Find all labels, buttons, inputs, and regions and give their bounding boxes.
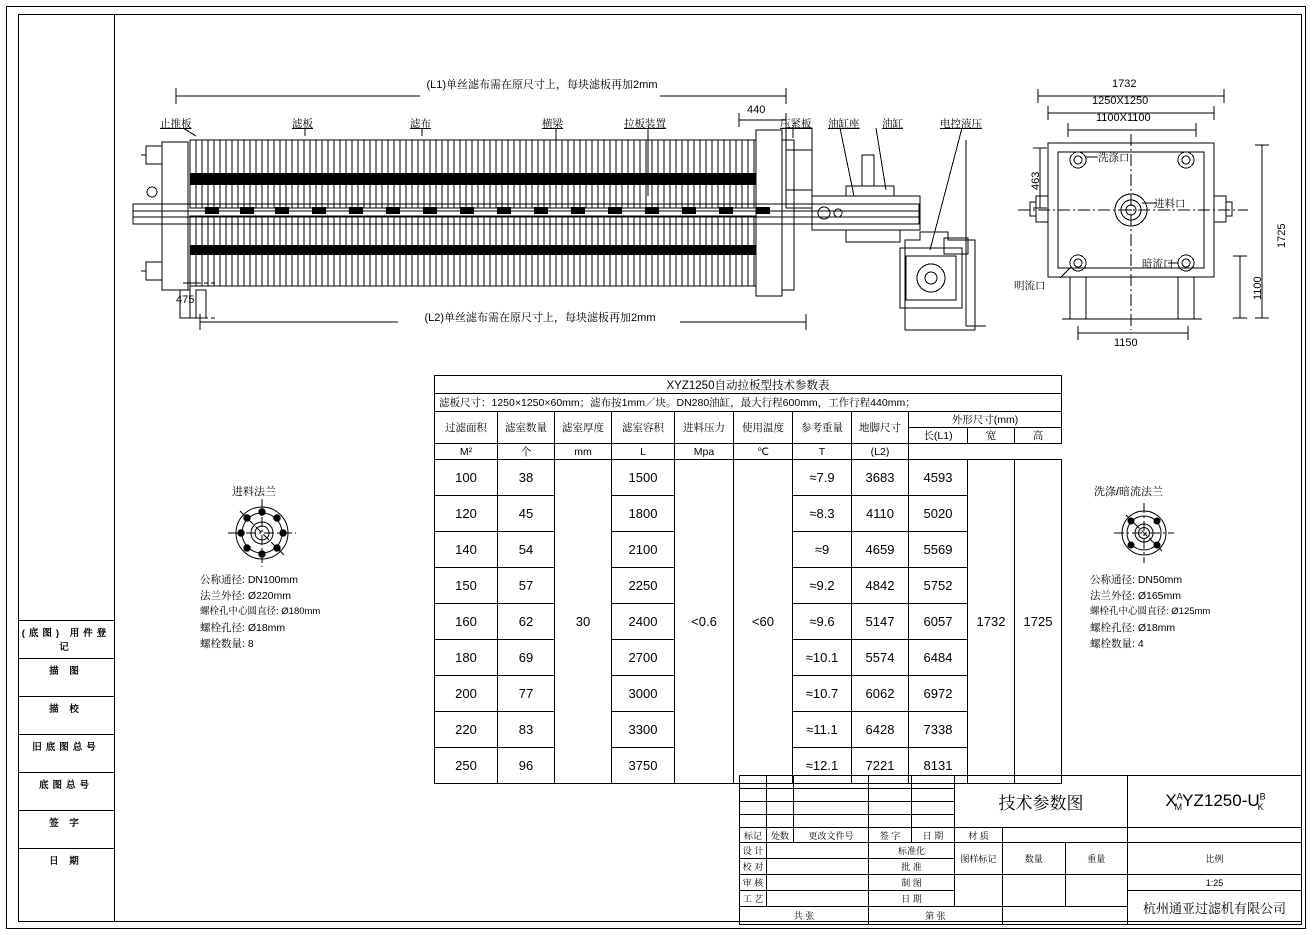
port-label-wash: 洗涤口 [1098, 152, 1130, 164]
feed-flange-title: 进料法兰 [232, 486, 276, 498]
cell-len: 5752 [909, 568, 968, 604]
left-strip-label: 日 期 [49, 856, 83, 867]
rev-header-mark: 标记 [740, 828, 767, 843]
col-name-thickness: 滤室厚度 [562, 422, 604, 434]
col-name-area: 过滤面积 [445, 422, 487, 434]
cell-volume: 3300 [612, 712, 675, 748]
cell-chambers: 69 [498, 640, 555, 676]
dimension-1150: 1150 [1114, 337, 1138, 349]
dimension-440: 440 [747, 104, 766, 116]
table-row [435, 460, 1062, 496]
cell-pressure: <0.6 [675, 460, 734, 784]
rev-header-count: 处数 [767, 828, 794, 843]
port-label-feed: 进料口 [1154, 198, 1186, 210]
dimension-1725: 1725 [1276, 223, 1288, 248]
row-label-review: 审 核 [740, 875, 767, 891]
cell-area: 140 [435, 532, 498, 568]
wash-flange-spec-4: 螺栓数量: 4 [1090, 638, 1144, 650]
cell-chambers: 54 [498, 532, 555, 568]
col-name-pressure: 进料压力 [683, 422, 725, 434]
cell-len: 7338 [909, 712, 968, 748]
callout-cylinder: 油缸 [882, 118, 903, 130]
left-strip-label: 签 字 [49, 818, 83, 829]
cell-volume: 1500 [612, 460, 675, 496]
front-view-bottom-note: (L2)单丝滤布需在原尺寸上，每块滤板再加2mm [424, 312, 656, 324]
cell-area: 220 [435, 712, 498, 748]
cell-chambers: 62 [498, 604, 555, 640]
row-mid-date: 日 期 [869, 891, 955, 907]
cell-len: 5020 [909, 496, 968, 532]
cell-thickness: 30 [555, 460, 612, 784]
weight-label: 重量 [1065, 843, 1128, 875]
rev-header-doc: 更改文件号 [794, 828, 869, 843]
col-unit-width: 宽 [968, 428, 1015, 444]
title-block [739, 775, 1302, 922]
wash-flange-spec-3: 螺栓孔径: Ø18mm [1090, 622, 1176, 634]
cell-foot: 7221 [852, 748, 909, 784]
cell-weight: ≈7.9 [793, 460, 852, 496]
col-unit-thickness: mm [555, 444, 612, 460]
col-name-foot: 地脚尺寸 [859, 422, 901, 434]
cell-chambers: 45 [498, 496, 555, 532]
param-table-note: 滤板尺寸：1250×1250×60mm；滤布按1mm／块。DN280油缸，最大行程600mm，工作行程440mm； [435, 394, 1062, 412]
port-label-open-flow: 明流口 [1014, 280, 1046, 292]
title-block-table [739, 775, 1302, 925]
cell-weight: ≈10.7 [793, 676, 852, 712]
cell-foot: 4842 [852, 568, 909, 604]
cell-area: 180 [435, 640, 498, 676]
callout-thrust-plate: 止推板 [160, 118, 192, 130]
row-label-design: 设 计 [740, 843, 767, 859]
dimension-1100x1100: 1100X1100 [1096, 112, 1151, 124]
col-unit-chambers: 个 [498, 444, 555, 460]
sheet-index-label: 第 张 [869, 907, 1003, 925]
cell-height: 1725 [1015, 460, 1062, 784]
cell-weight: ≈9.2 [793, 568, 852, 604]
callout-filter-cloth: 滤布 [410, 118, 431, 130]
cell-area: 120 [435, 496, 498, 532]
cell-area: 250 [435, 748, 498, 784]
rev-header-date: 日 期 [912, 828, 955, 843]
dimension-1100: 1100 [1252, 276, 1264, 300]
material-label: 材 质 [955, 828, 1003, 843]
feed-flange-spec-3: 螺栓孔径: Ø18mm [200, 622, 286, 634]
drawing-mark-label: 图样标记 [955, 843, 1003, 875]
scale-label: 比例 [1128, 843, 1302, 875]
cell-foot: 4659 [852, 532, 909, 568]
cell-foot: 3683 [852, 460, 909, 496]
row-mid-draw: 制 图 [869, 875, 955, 891]
cell-weight: ≈9.6 [793, 604, 852, 640]
callout-cylinder-seat: 油缸座 [828, 118, 860, 130]
port-label-dark-flow: 暗流口 [1142, 258, 1174, 270]
model-suffix-sup: B [1259, 791, 1266, 802]
cell-volume: 2100 [612, 532, 675, 568]
sheet-total-label: 共 张 [740, 907, 869, 925]
feed-flange-spec-1: 法兰外径: Ø220mm [200, 590, 292, 602]
company-name: 杭州通亚过滤机有限公司 [1142, 901, 1286, 916]
cell-len: 5569 [909, 532, 968, 568]
cell-weight: ≈11.1 [793, 712, 852, 748]
row-mid-standardization: 标准化 [869, 843, 955, 859]
cell-temp: <60 [734, 460, 793, 784]
col-group-overall: 外形尺寸(mm) [909, 412, 1062, 428]
cell-volume: 1800 [612, 496, 675, 532]
cell-area: 200 [435, 676, 498, 712]
left-strip-label: 底图总号 [38, 780, 93, 791]
cell-foot: 4110 [852, 496, 909, 532]
cell-chambers: 77 [498, 676, 555, 712]
drawing-title: 技术参数图 [998, 794, 1084, 813]
cell-chambers: 96 [498, 748, 555, 784]
left-strip-label: (底图) 用件登记 [21, 628, 111, 653]
cell-len: 8131 [909, 748, 968, 784]
cell-area: 150 [435, 568, 498, 604]
scale-value: 1:25 [1128, 875, 1302, 891]
row-label-check: 校 对 [740, 859, 767, 875]
cell-len: 6972 [909, 676, 968, 712]
callout-electric-hydraulic: 电控液压 [940, 118, 982, 130]
col-name-chambers: 滤室数量 [505, 422, 547, 434]
model-prefix-sub: M [1174, 802, 1183, 813]
feed-flange-spec-2: 螺栓孔中心圆直径: Ø180mm [200, 606, 321, 617]
col-name-volume: 滤室容积 [622, 422, 664, 434]
col-unit-height: 高 [1015, 428, 1062, 444]
col-name-weight: 参考重量 [801, 422, 843, 434]
left-strip-label: 旧底图总号 [32, 742, 100, 753]
callout-pressing-plate: 压紧板 [780, 118, 812, 130]
col-unit-area: M² [435, 444, 498, 460]
cell-volume: 3000 [612, 676, 675, 712]
feed-flange-spec-0: 公称通径: DN100mm [200, 574, 299, 586]
cell-weight: ≈10.1 [793, 640, 852, 676]
cell-len: 6057 [909, 604, 968, 640]
cell-foot: 5147 [852, 604, 909, 640]
cell-volume: 2700 [612, 640, 675, 676]
col-unit-volume: L [612, 444, 675, 460]
cell-volume: 2400 [612, 604, 675, 640]
callout-beam: 横梁 [542, 118, 563, 130]
param-table-title: XYZ1250自动拉板型技术参数表 [435, 376, 1062, 394]
cell-chambers: 83 [498, 712, 555, 748]
row-label-process: 工 艺 [740, 891, 767, 907]
feed-flange-spec-4: 螺栓数量: 8 [200, 638, 254, 650]
model-suffix-sub: K [1257, 802, 1264, 813]
callout-plate-puller: 拉板装置 [624, 118, 666, 130]
cell-foot: 5574 [852, 640, 909, 676]
drawing-model: $X^A_MYZ1250-U^B_K$ [1165, 790, 1266, 813]
col-unit-temp: ℃ [734, 444, 793, 460]
cell-chambers: 38 [498, 460, 555, 496]
cell-foot: 6062 [852, 676, 909, 712]
col-name-temp: 使用温度 [742, 422, 784, 434]
dimension-463: 463 [1030, 171, 1042, 190]
row-mid-approve: 批 准 [869, 859, 955, 875]
cell-area: 100 [435, 460, 498, 496]
cell-len: 4593 [909, 460, 968, 496]
callout-filter-plate: 滤板 [292, 118, 313, 130]
col-unit-foot: (L2) [852, 444, 909, 460]
cell-weight: ≈9 [793, 532, 852, 568]
cell-weight: ≈8.3 [793, 496, 852, 532]
wash-flange-title: 洗涤/暗流法兰 [1094, 486, 1164, 498]
front-view-top-note: (L1)单丝滤布需在原尺寸上，每块滤板再加2mm [426, 79, 658, 91]
cell-foot: 6428 [852, 712, 909, 748]
cell-chambers: 57 [498, 568, 555, 604]
parameter-table [434, 375, 1062, 784]
cell-width: 1732 [968, 460, 1015, 784]
cell-volume: 3750 [612, 748, 675, 784]
model-prefix-sup: A [1176, 791, 1183, 802]
col-unit-len: 长(L1) [909, 428, 968, 444]
quantity-label: 数量 [1003, 843, 1066, 875]
col-unit-pressure: Mpa [675, 444, 734, 460]
cell-volume: 2250 [612, 568, 675, 604]
cell-area: 160 [435, 604, 498, 640]
dimension-1732: 1732 [1112, 78, 1137, 90]
dimension-475: 475 [176, 294, 195, 306]
left-strip-label: 描 图 [49, 666, 83, 677]
cell-len: 6484 [909, 640, 968, 676]
left-strip-label: 描 校 [49, 704, 83, 715]
wash-flange-spec-0: 公称通径: DN50mm [1090, 574, 1183, 586]
wash-flange-spec-2: 螺栓孔中心圆直径: Ø125mm [1090, 606, 1211, 617]
wash-flange-spec-1: 法兰外径: Ø165mm [1090, 590, 1182, 602]
cell-weight: ≈12.1 [793, 748, 852, 784]
rev-header-sign: 签 字 [869, 828, 912, 843]
col-unit-weight: T [793, 444, 852, 460]
dimension-1250x1250: 1250X1250 [1092, 95, 1149, 107]
